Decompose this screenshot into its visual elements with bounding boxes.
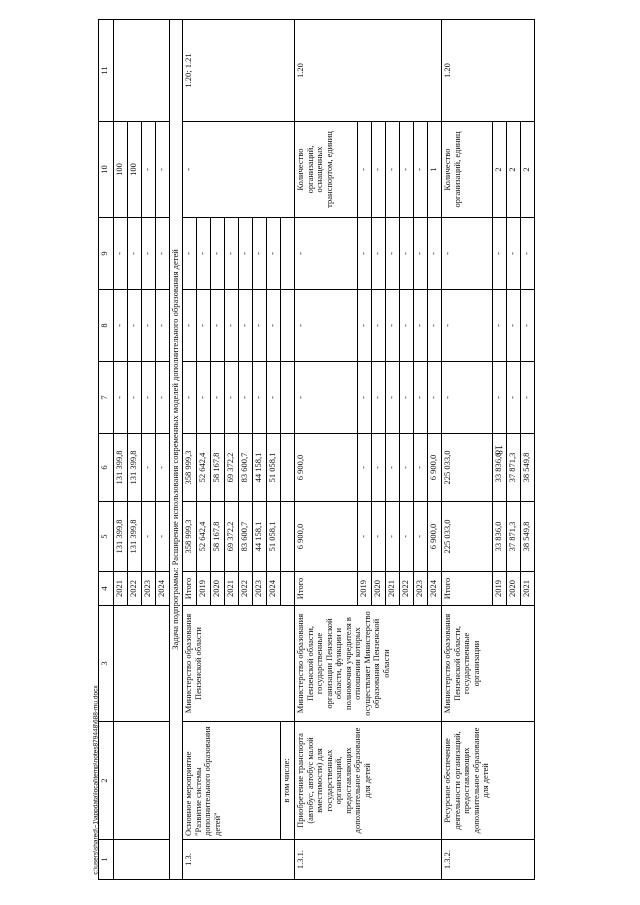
- table-row: [442, 20, 493, 880]
- value-cell: -: [358, 290, 372, 362]
- value-cell: -: [197, 362, 211, 434]
- year-cell: 2020: [507, 572, 521, 606]
- value-cell: -: [372, 502, 386, 572]
- value-cell: 52 642,4: [197, 502, 211, 572]
- value-cell: 100: [128, 122, 142, 218]
- year-cell: Итого: [442, 572, 493, 606]
- header-cell: 11: [99, 20, 114, 122]
- value-cell: 131 399,8: [114, 434, 128, 502]
- measure-name: Основное мероприятие "Развитие системы дополнительного образования детей": [183, 722, 281, 840]
- value-cell: -: [358, 434, 372, 502]
- value-cell: -: [414, 218, 428, 290]
- header-cell: 2: [99, 722, 114, 840]
- value-cell: -: [493, 290, 507, 362]
- value-cell: 83 600,7: [239, 502, 253, 572]
- value-cell: -: [400, 362, 414, 434]
- value-cell: -: [142, 218, 156, 290]
- value-cell: 33 836,0: [493, 434, 507, 502]
- value-cell: -: [156, 122, 170, 218]
- value-cell: -: [253, 362, 267, 434]
- value-cell: -: [295, 218, 358, 290]
- year-cell: 2020: [211, 572, 225, 606]
- value-cell: 44 158,1: [253, 502, 267, 572]
- value-cell: -: [253, 290, 267, 362]
- value-cell: 6 900,0: [295, 502, 358, 572]
- value-cell: -: [239, 290, 253, 362]
- value-cell: -: [156, 362, 170, 434]
- value-cell: 131 399,8: [128, 434, 142, 502]
- value-cell: -: [372, 290, 386, 362]
- value-cell: -: [428, 290, 442, 362]
- value-cell: 6 900,0: [428, 434, 442, 502]
- table-row: [114, 20, 128, 880]
- value-cell: -: [225, 290, 239, 362]
- value-cell: 58 167,8: [211, 434, 225, 502]
- footer-file-path: c:\users\shared\~1\appdata\local\temp\notes879448\688-mu.docx: [92, 685, 100, 875]
- value-cell: -: [414, 362, 428, 434]
- value-cell: -: [295, 290, 358, 362]
- value-cell: 225 033,0: [442, 434, 493, 502]
- value-cell: -: [358, 122, 372, 218]
- value-cell: -: [428, 362, 442, 434]
- value-cell: -: [400, 218, 414, 290]
- year-cell: 2020: [372, 572, 386, 606]
- value-cell: -: [225, 218, 239, 290]
- value-cell: -: [386, 362, 400, 434]
- value-cell: -: [493, 218, 507, 290]
- value-cell: -: [211, 218, 225, 290]
- value-cell: -: [128, 218, 142, 290]
- including-label: в том числе:: [281, 722, 295, 840]
- value-cell: -: [386, 218, 400, 290]
- value-cell: -: [386, 502, 400, 572]
- value-cell: 131 399,8: [128, 502, 142, 572]
- value-cell: -: [156, 290, 170, 362]
- executor-cell: Министерство образования Пензенской области, государственные организации Пензенской области, функции и полномочия учредителя в отношении которых осуществляет Министерство образования Пензенской области: [295, 606, 442, 722]
- value-cell: 44 158,1: [253, 434, 267, 502]
- indicator-cell: -: [183, 122, 295, 218]
- value-cell: 358 999,3: [183, 502, 197, 572]
- value-cell: -: [358, 362, 372, 434]
- value-cell: -: [507, 218, 521, 290]
- value-cell: 131 399,8: [114, 502, 128, 572]
- header-cell: 1: [99, 840, 114, 880]
- value-cell: 83 600,7: [239, 434, 253, 502]
- value-cell: -: [142, 122, 156, 218]
- header-cell: 10: [99, 122, 114, 218]
- value-cell: -: [267, 290, 281, 362]
- value-cell: -: [142, 434, 156, 502]
- year-cell: 2019: [197, 572, 211, 606]
- value-cell: -: [239, 362, 253, 434]
- ref-cell: 1.20: [295, 20, 442, 122]
- value-cell: -: [386, 290, 400, 362]
- value-cell: -: [414, 290, 428, 362]
- row-number: 1.3.: [183, 840, 295, 880]
- value-cell: -: [521, 218, 535, 290]
- value-cell: -: [142, 362, 156, 434]
- page-number: 18: [492, 445, 504, 455]
- value-cell: 37 871,3: [507, 434, 521, 502]
- header-cell: 9: [99, 218, 114, 290]
- value-cell: -: [372, 122, 386, 218]
- value-cell: -: [400, 122, 414, 218]
- ref-cell: 1.20; 1.21: [183, 20, 295, 122]
- header-cell: 4: [99, 572, 114, 606]
- value-cell: -: [358, 218, 372, 290]
- year-cell: 2019: [358, 572, 372, 606]
- value-cell: -: [386, 122, 400, 218]
- header-cell: 5: [99, 502, 114, 572]
- value-cell: -: [156, 502, 170, 572]
- value-cell: 69 372,2: [225, 434, 239, 502]
- year-cell: 2024: [428, 572, 442, 606]
- year-cell: Итого: [295, 572, 358, 606]
- value-cell: -: [386, 434, 400, 502]
- year-cell: 2023: [414, 572, 428, 606]
- value-cell: -: [400, 290, 414, 362]
- header-cell: 8: [99, 290, 114, 362]
- value-cell: -: [114, 290, 128, 362]
- value-cell: -: [128, 290, 142, 362]
- value-cell: -: [295, 362, 358, 434]
- value-cell: -: [493, 362, 507, 434]
- value-cell: -: [197, 290, 211, 362]
- value-cell: 225 033,0: [442, 502, 493, 572]
- value-cell: 51 058,1: [267, 502, 281, 572]
- measure-name: Приобретение транспорта (автобус, автобус малой вместимости) для государственных организаций, предоставляющих дополнительное образование для детей: [295, 722, 442, 840]
- value-cell: -: [183, 290, 197, 362]
- value-cell: 38 549,8: [521, 434, 535, 502]
- year-cell: 2024: [267, 572, 281, 606]
- value-cell: -: [142, 502, 156, 572]
- header-cell: 3: [99, 606, 114, 722]
- value-cell: 6 900,0: [428, 502, 442, 572]
- value-cell: 358 999,3: [183, 434, 197, 502]
- value-cell: -: [372, 362, 386, 434]
- value-cell: -: [442, 362, 493, 434]
- value-cell: -: [414, 434, 428, 502]
- value-cell: -: [400, 434, 414, 502]
- value-cell: -: [183, 362, 197, 434]
- row-number: 1.3.1.: [295, 840, 442, 880]
- value-cell: -: [414, 122, 428, 218]
- value-cell: -: [372, 218, 386, 290]
- value-cell: -: [442, 290, 493, 362]
- value-cell: 58 167,8: [211, 502, 225, 572]
- table-row: [295, 20, 358, 880]
- year-cell: 2021: [114, 572, 128, 606]
- task-heading: Задача подпрограммы: Расширение использования современных моделей дополнительного образования детей: [170, 20, 183, 880]
- value-cell: -: [239, 218, 253, 290]
- value-cell: -: [358, 502, 372, 572]
- year-cell: 2023: [142, 572, 156, 606]
- value-cell: -: [225, 362, 239, 434]
- value-cell: 100: [114, 122, 128, 218]
- value-cell: -: [211, 290, 225, 362]
- value-cell: -: [267, 218, 281, 290]
- year-cell: 2021: [521, 572, 535, 606]
- value-cell: 69 372,2: [225, 502, 239, 572]
- executor-cell: Министерство образования Пензенской области: [183, 606, 295, 722]
- value-cell: -: [197, 218, 211, 290]
- value-cell: -: [114, 218, 128, 290]
- task-row: [170, 20, 183, 880]
- year-cell: 2022: [128, 572, 142, 606]
- value-cell: -: [442, 218, 493, 290]
- value-cell: -: [114, 362, 128, 434]
- year-cell: 2022: [239, 572, 253, 606]
- value-cell: 38 549,8: [521, 502, 535, 572]
- indicator-label: Количество организаций, оснащенных транспортом, единиц: [295, 122, 358, 218]
- year-cell: 2021: [386, 572, 400, 606]
- year-cell: 2023: [253, 572, 267, 606]
- value-cell: 37 871,3: [507, 502, 521, 572]
- value-cell: -: [211, 362, 225, 434]
- value-cell: -: [400, 502, 414, 572]
- program-table: [98, 19, 535, 880]
- value-cell: -: [267, 362, 281, 434]
- executor-cell: Министерство образования Пензенской области, государственные организации: [442, 606, 535, 722]
- value-cell: 33 836,0: [493, 502, 507, 572]
- value-cell: -: [253, 218, 267, 290]
- value-cell: -: [428, 218, 442, 290]
- header-cell: 6: [99, 434, 114, 502]
- value-cell: -: [507, 290, 521, 362]
- year-cell: 2021: [225, 572, 239, 606]
- row-number: 1.3.2.: [442, 840, 535, 880]
- table-row: [183, 20, 197, 880]
- measure-name: Ресурсное обеспечение деятельности организаций, предоставляющих дополнительное образование для детей: [442, 722, 535, 840]
- ref-cell: 1.20: [442, 20, 535, 122]
- value-cell: -: [521, 362, 535, 434]
- header-row: [99, 20, 114, 880]
- value-cell: 51 058,1: [267, 434, 281, 502]
- value-cell: 2: [507, 122, 521, 218]
- value-cell: 2: [493, 122, 507, 218]
- value-cell: -: [156, 218, 170, 290]
- value-cell: 2: [521, 122, 535, 218]
- value-cell: 1: [428, 122, 442, 218]
- value-cell: 6 900,0: [295, 434, 358, 502]
- value-cell: -: [156, 434, 170, 502]
- value-cell: -: [183, 218, 197, 290]
- header-cell: 7: [99, 362, 114, 434]
- value-cell: -: [128, 362, 142, 434]
- value-cell: -: [142, 290, 156, 362]
- indicator-label: Количество организаций, единиц: [442, 122, 493, 218]
- year-cell: 2022: [400, 572, 414, 606]
- value-cell: -: [507, 362, 521, 434]
- value-cell: -: [372, 434, 386, 502]
- year-cell: Итого: [183, 572, 197, 606]
- value-cell: 52 642,4: [197, 434, 211, 502]
- value-cell: -: [414, 502, 428, 572]
- year-cell: 2024: [156, 572, 170, 606]
- value-cell: -: [521, 290, 535, 362]
- rotated-table-wrapper: [98, 20, 531, 880]
- year-cell: 2019: [493, 572, 507, 606]
